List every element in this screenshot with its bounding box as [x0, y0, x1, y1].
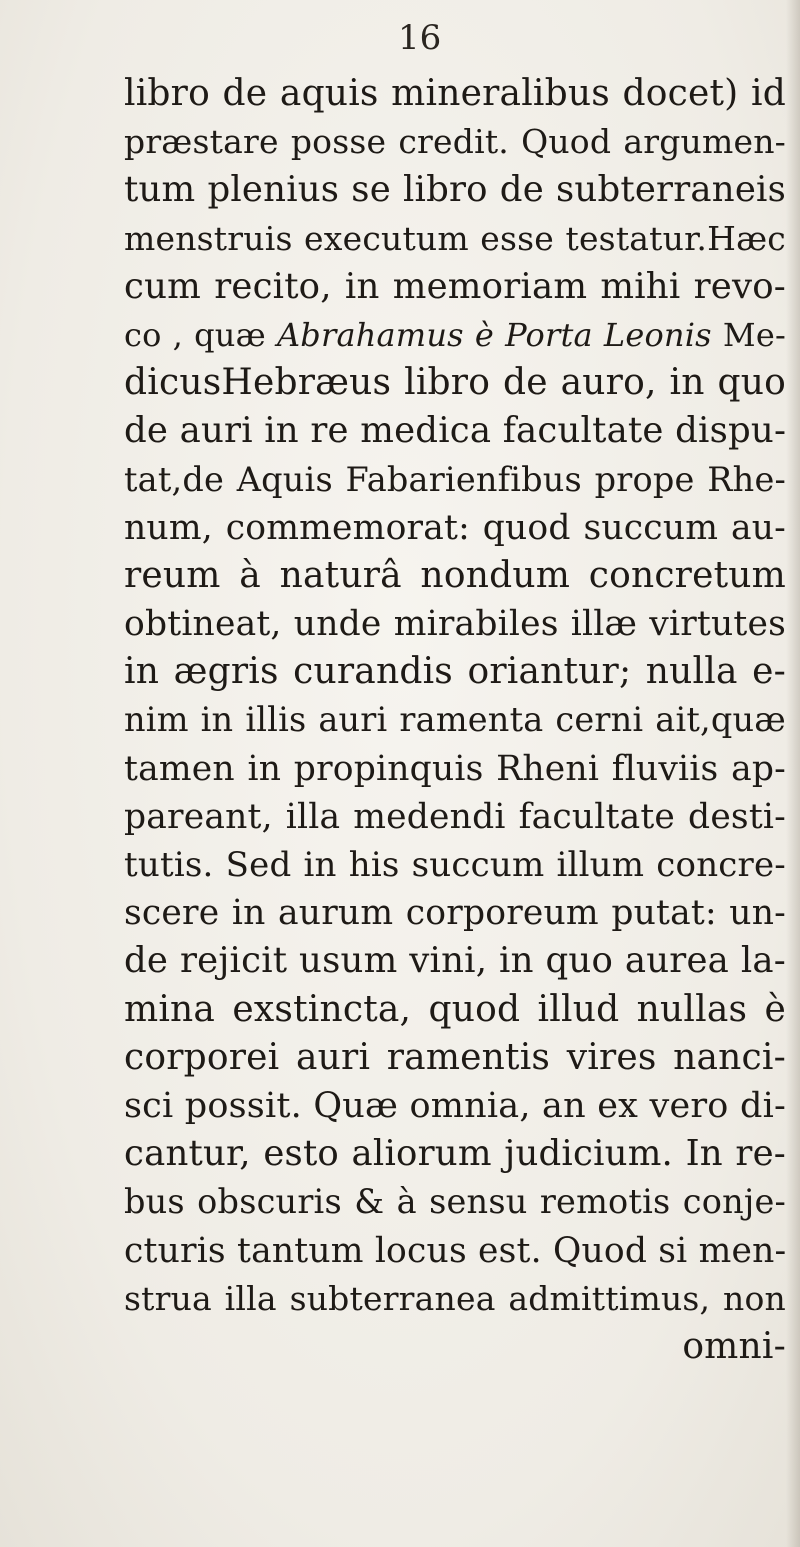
text-line: num, commemorat: quod succum au- [124, 507, 786, 548]
text-line: tamen in propinquis Rheni fluviis ap- [124, 748, 786, 789]
text-line: dicusHebræus libro de auro, in quo [124, 362, 786, 404]
text-line: in ægris curandis oriantur; nulla e- [124, 651, 786, 693]
text-line: cantur, esto aliorum judicium. In re- [124, 1133, 786, 1175]
text-segment: Me- [711, 315, 786, 354]
text-line: menstruis executum esse testatur.Hæc [124, 218, 786, 258]
text-line: reum à naturâ nondum concretum [124, 554, 786, 596]
text-line: tat,de Aquis Fabarienfibus prope Rhe- [124, 459, 786, 499]
text-segment: co , quæ [124, 315, 277, 354]
text-line: de rejicit usum vini, in quo aurea la- [124, 940, 786, 982]
text-line: de auri in re medica facultate dispu- [124, 410, 787, 452]
text-line: præstare posse credit. Quod argumen- [124, 122, 786, 162]
italic-name: Abrahamus è Porta Leonis [276, 315, 712, 354]
body-text [124, 70, 786, 1371]
text-line: obtineat, unde mirabiles illæ virtutes [124, 604, 786, 645]
text-line: corporei auri ramentis vires nanci- [124, 1036, 786, 1078]
text-line: libro de aquis mineralibus docet) id [124, 73, 786, 114]
text-line: strua illa subterranea admittimus, non [124, 1278, 786, 1318]
text-line: tutis. Sed in his succum illum concre- [124, 845, 786, 885]
page-number: 16 [398, 18, 442, 58]
text-line: cum recito, in memoriam mihi revo- [124, 265, 786, 307]
text-line: bus obscuris & à sensu remotis conje- [124, 1182, 786, 1222]
text-line: pareant, illa medendi facultate desti- [124, 796, 786, 837]
text-line: mina exstincta, quod illud nullas è [124, 988, 786, 1030]
text-line: sci possit. Quæ omnia, an ex vero di- [124, 1085, 786, 1126]
text-line: tum plenius se libro de subterraneis [124, 169, 786, 211]
text-line: scere in aurum corporeum putat: un- [124, 893, 786, 934]
page-edge-shadow [786, 0, 800, 1547]
catchword: omni- [682, 1325, 786, 1367]
text-line: nim in illis auri ramenta cerni ait,quæ [124, 700, 786, 740]
text-line: cturis tantum locus est. Quod si men- [124, 1230, 787, 1271]
text-line [124, 311, 786, 359]
